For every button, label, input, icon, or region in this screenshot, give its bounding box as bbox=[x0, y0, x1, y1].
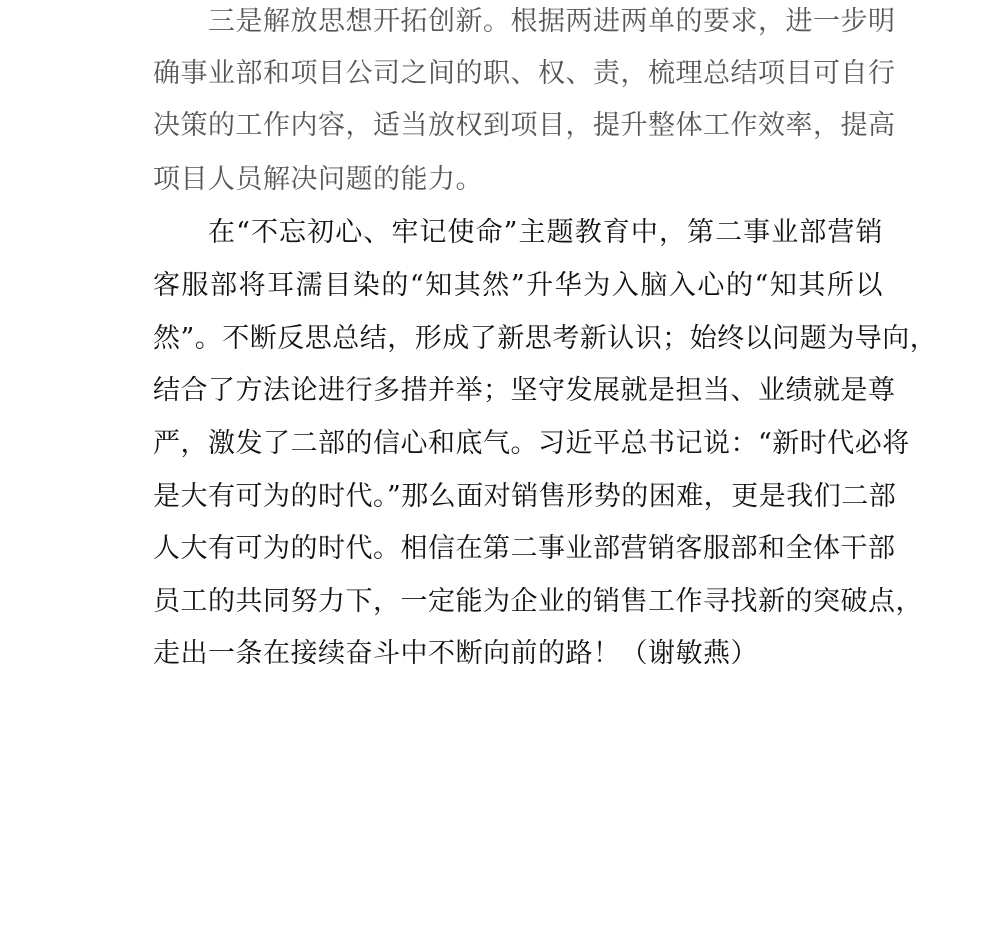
paragraph-2-line-8: 员工的共同努力下，一定能为企业的销售工作寻找新的突破点， bbox=[153, 586, 923, 617]
paragraph-2-line-9: 走出一条在接续奋斗中不断向前的路！（谢敏燕） bbox=[153, 638, 758, 669]
paragraph-1-line-4: 项目人员解决问题的能力。 bbox=[153, 164, 483, 195]
paragraph-1-line-3: 决策的工作内容，适当放权到项目，提升整体工作效率，提高 bbox=[153, 110, 896, 141]
paragraph-1-line-1: 三是解放思想开拓创新。根据两进两单的要求，进一步明 bbox=[208, 6, 896, 37]
paragraph-2-line-5: 严，激发了二部的信心和底气。习近平总书记说：“新时代必将 bbox=[153, 428, 910, 459]
paragraph-2-line-7: 人大有可为的时代。相信在第二事业部营销客服部和全体干部 bbox=[153, 533, 896, 564]
paragraph-2-line-4: 结合了方法论进行多措并举；坚守发展就是担当、业绩就是尊 bbox=[153, 375, 896, 406]
paragraph-2-line-6: 是大有可为的时代。”那么面对销售形势的困难，更是我们二部 bbox=[153, 481, 897, 512]
paragraph-2-line-3: 然”。不断反思总结，形成了新思考新认识；始终以问题为导向， bbox=[153, 323, 938, 354]
paragraph-1-line-2: 确事业部和项目公司之间的职、权、责，梳理总结项目可自行 bbox=[153, 58, 896, 89]
paragraph-2-line-2: 客服部将耳濡目染的“知其然”升华为入脑入心的“知其所以 bbox=[153, 270, 883, 301]
paragraph-2-line-1: 在“不忘初心、牢记使命”主题教育中，第二事业部营销 bbox=[208, 217, 883, 248]
